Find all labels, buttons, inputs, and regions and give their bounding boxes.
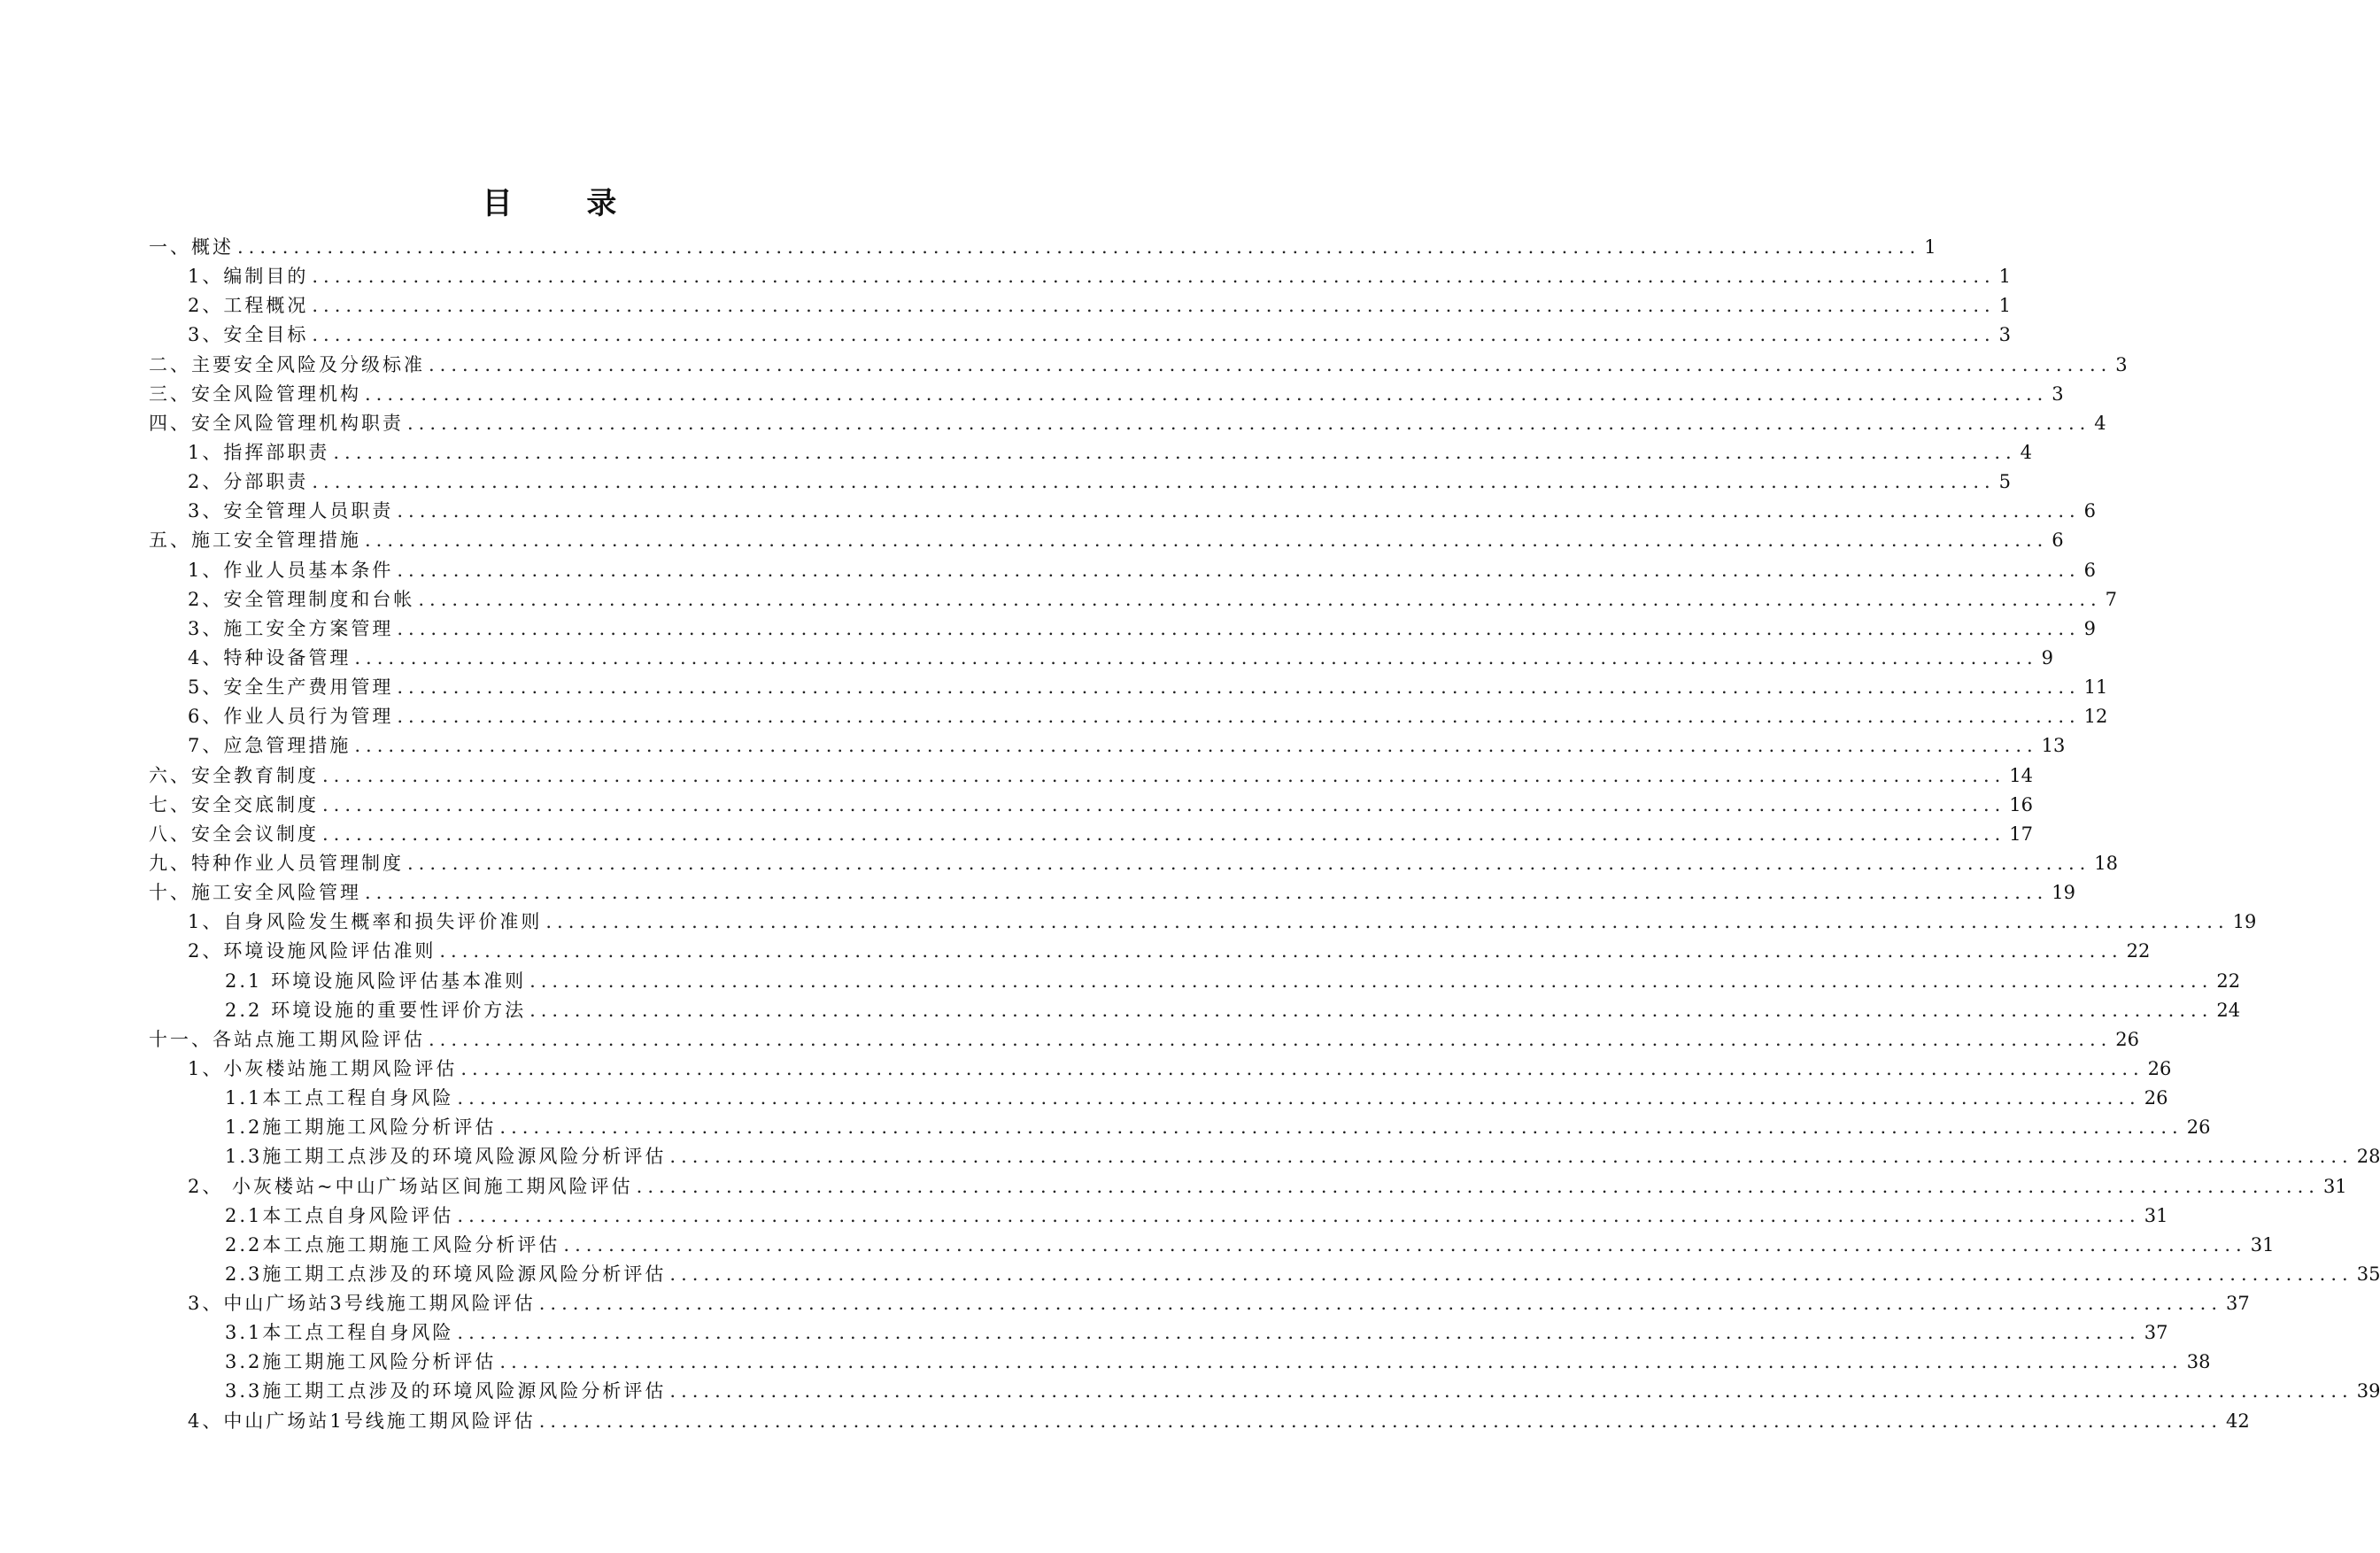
toc-entry-page-number: 6 bbox=[2083, 559, 2097, 581]
toc-entry-title: 2、安全管理制度和台帐 bbox=[188, 588, 415, 610]
toc-entry-page-number: 35 bbox=[2356, 1263, 2380, 1285]
toc-entry-page-number: 26 bbox=[2144, 1087, 2168, 1109]
toc-entry-title: 3.1本工点工程自身风险 bbox=[225, 1322, 454, 1344]
toc-entry-title: 一、概述 bbox=[149, 236, 234, 258]
toc-entry-page-number: 4 bbox=[2020, 441, 2033, 463]
toc-entry-page-number: 26 bbox=[2147, 1057, 2172, 1079]
dot-leader: ...................................................................................................................................................... bbox=[429, 353, 2113, 375]
toc-entry-title: 1.2施工期施工风险分析评估 bbox=[225, 1116, 497, 1139]
toc-entry-title: 4、特种设备管理 bbox=[188, 646, 352, 668]
toc-entry[interactable] bbox=[149, 1260, 2380, 1289]
toc-entry[interactable] bbox=[149, 644, 2054, 673]
toc-entry-page-number: 7 bbox=[2105, 588, 2118, 610]
dot-leader: ...................................................................................................................................................... bbox=[460, 1057, 2144, 1079]
toc-entry-title: 六、安全教育制度 bbox=[149, 764, 319, 786]
toc-entry[interactable] bbox=[149, 1318, 2168, 1348]
toc-entry-page-number: 11 bbox=[2083, 676, 2108, 699]
toc-entry-page-number: 12 bbox=[2083, 706, 2108, 728]
toc-entry[interactable] bbox=[149, 1113, 2211, 1142]
dot-leader: ...................................................................................................................................................... bbox=[669, 1146, 2353, 1168]
toc-entry[interactable] bbox=[149, 351, 2128, 380]
toc-entry-title: 1.1本工点工程自身风险 bbox=[225, 1087, 454, 1109]
toc-entry-page-number: 13 bbox=[2041, 735, 2066, 757]
toc-entry-page-number: 37 bbox=[2144, 1322, 2168, 1344]
toc-entry-title: 2.2本工点施工期施工风险分析评估 bbox=[225, 1233, 560, 1256]
dot-leader: ...................................................................................................................................................... bbox=[237, 236, 1921, 258]
toc-entry-title: 七、安全交底制度 bbox=[149, 793, 319, 815]
toc-entry-title: 3.2施工期施工风险分析评估 bbox=[225, 1351, 497, 1373]
toc-entry-title: 1.3施工期工点涉及的环境风险源风险分析评估 bbox=[225, 1146, 667, 1168]
toc-entry[interactable] bbox=[149, 1289, 2250, 1318]
toc-entry-page-number: 31 bbox=[2144, 1204, 2168, 1226]
dot-leader: ...................................................................................................................................................... bbox=[365, 382, 2049, 405]
dot-leader: ...................................................................................................................................................... bbox=[322, 793, 2006, 815]
toc-entry[interactable] bbox=[149, 878, 2076, 908]
toc-entry[interactable] bbox=[149, 702, 2108, 731]
toc-entry-page-number: 26 bbox=[2115, 1028, 2140, 1050]
toc-entry-title: 2.2 环境设施的重要性评价方法 bbox=[225, 999, 527, 1021]
dot-leader: ...................................................................................................................................................... bbox=[457, 1322, 2141, 1344]
toc-entry[interactable] bbox=[149, 908, 2257, 937]
toc-entry-title: 四、安全风险管理机构职责 bbox=[149, 412, 404, 434]
toc-entry-title: 1、自身风险发生概率和损失评价准则 bbox=[188, 911, 543, 933]
toc-entry-title: 十一、各站点施工期风险评估 bbox=[149, 1028, 425, 1050]
toc-entry-title: 1、指挥部职责 bbox=[188, 441, 330, 463]
toc-entry[interactable] bbox=[149, 761, 2034, 791]
dot-leader: ...................................................................................................................................................... bbox=[669, 1380, 2353, 1402]
dot-leader: ...................................................................................................................................................... bbox=[499, 1116, 2183, 1139]
toc-entry-page-number: 18 bbox=[2094, 852, 2119, 874]
toc-entry-page-number: 24 bbox=[2216, 999, 2241, 1021]
toc-entry[interactable] bbox=[149, 585, 2118, 614]
toc-entry-title: 二、主要安全风险及分级标准 bbox=[149, 353, 425, 375]
toc-entry-page-number: 3 bbox=[1998, 324, 2012, 346]
dot-leader: ...................................................................................................................................................... bbox=[538, 1293, 2223, 1315]
dot-leader: ...................................................................................................................................................... bbox=[529, 999, 2214, 1021]
dot-leader: ...................................................................................................................................................... bbox=[669, 1263, 2353, 1285]
toc-entry[interactable] bbox=[149, 1084, 2168, 1113]
dot-leader: ...................................................................................................................................................... bbox=[397, 676, 2081, 699]
toc-entry-title: 2、 小灰楼站~中山广场站区间施工期风险评估 bbox=[188, 1175, 633, 1197]
toc-entry-page-number: 37 bbox=[2226, 1293, 2250, 1315]
dot-leader: ...................................................................................................................................................... bbox=[529, 970, 2214, 992]
toc-entry[interactable] bbox=[149, 467, 2012, 497]
dot-leader: ...................................................................................................................................................... bbox=[397, 500, 2081, 522]
toc-entry-page-number: 14 bbox=[2009, 764, 2034, 786]
dot-leader: ...................................................................................................................................................... bbox=[499, 1351, 2183, 1373]
dot-leader: ...................................................................................................................................................... bbox=[457, 1087, 2141, 1109]
toc-entry[interactable] bbox=[149, 556, 2097, 585]
toc-entry[interactable] bbox=[149, 233, 1936, 262]
toc-entry[interactable] bbox=[149, 791, 2034, 820]
dot-leader: ...................................................................................................................................................... bbox=[354, 646, 2038, 668]
toc-entry[interactable] bbox=[149, 526, 2064, 555]
dot-leader: ...................................................................................................................................................... bbox=[312, 266, 1996, 288]
toc-entry[interactable] bbox=[149, 1025, 2140, 1055]
toc-entry-page-number: 42 bbox=[2226, 1410, 2250, 1432]
toc-entry[interactable] bbox=[149, 996, 2241, 1025]
dot-leader: ...................................................................................................................................................... bbox=[312, 471, 1996, 493]
toc-entry[interactable] bbox=[149, 438, 2033, 467]
toc-entry-title: 1、编制目的 bbox=[188, 266, 309, 288]
toc-entry-title: 7、应急管理措施 bbox=[188, 735, 352, 757]
toc-entry-page-number: 22 bbox=[2126, 940, 2151, 962]
toc-entry[interactable] bbox=[149, 1407, 2250, 1436]
dot-leader: ...................................................................................................................................................... bbox=[322, 764, 2006, 786]
toc-entry[interactable] bbox=[149, 262, 2012, 291]
toc-entry-page-number: 26 bbox=[2186, 1116, 2211, 1139]
toc-entry-page-number: 1 bbox=[1998, 266, 2012, 288]
toc-entry-page-number: 19 bbox=[2052, 882, 2076, 904]
toc-entry-page-number: 16 bbox=[2009, 793, 2034, 815]
toc-entry[interactable] bbox=[149, 731, 2066, 761]
dot-leader: ...................................................................................................................................................... bbox=[397, 559, 2081, 581]
toc-entry-title: 三、安全风险管理机构 bbox=[149, 382, 361, 405]
toc-entry-page-number: 17 bbox=[2009, 823, 2034, 845]
table-of-contents bbox=[149, 233, 2380, 1436]
toc-entry[interactable] bbox=[149, 321, 2012, 350]
toc-entry[interactable] bbox=[149, 820, 2034, 849]
toc-entry[interactable] bbox=[149, 291, 2012, 321]
toc-entry[interactable] bbox=[149, 1055, 2172, 1084]
toc-entry-page-number: 4 bbox=[2094, 412, 2106, 434]
dot-leader: ...................................................................................................................................................... bbox=[397, 706, 2081, 728]
toc-entry-page-number: 39 bbox=[2356, 1380, 2380, 1402]
dot-leader: ...................................................................................................................................................... bbox=[418, 588, 2102, 610]
page-title: 目 录 bbox=[482, 186, 649, 221]
toc-entry-title: 3、安全目标 bbox=[188, 324, 309, 346]
toc-entry-page-number: 31 bbox=[2322, 1175, 2347, 1197]
toc-entry-title: 八、安全会议制度 bbox=[149, 823, 319, 845]
dot-leader: ...................................................................................................................................................... bbox=[439, 940, 2123, 962]
dot-leader: ...................................................................................................................................................... bbox=[545, 911, 2229, 933]
toc-entry-page-number: 22 bbox=[2216, 970, 2241, 992]
toc-entry-title: 5、安全生产费用管理 bbox=[188, 676, 394, 699]
toc-entry-title: 十、施工安全风险管理 bbox=[149, 882, 361, 904]
toc-entry-page-number: 31 bbox=[2250, 1233, 2275, 1256]
dot-leader: ...................................................................................................................................................... bbox=[322, 823, 2006, 845]
toc-entry-title: 五、施工安全管理措施 bbox=[149, 529, 361, 552]
toc-entry-page-number: 28 bbox=[2356, 1146, 2380, 1168]
toc-entry-title: 3、安全管理人员职责 bbox=[188, 500, 394, 522]
toc-entry-title: 4、中山广场站1号线施工期风险评估 bbox=[188, 1410, 536, 1432]
dot-leader: ...................................................................................................................................................... bbox=[407, 852, 2091, 874]
toc-entry[interactable] bbox=[149, 409, 2106, 438]
dot-leader: ...................................................................................................................................................... bbox=[429, 1028, 2113, 1050]
toc-entry-page-number: 9 bbox=[2041, 646, 2054, 668]
toc-entry[interactable] bbox=[149, 380, 2064, 409]
toc-entry[interactable] bbox=[149, 937, 2151, 966]
dot-leader: ...................................................................................................................................................... bbox=[312, 295, 1996, 317]
toc-entry[interactable] bbox=[149, 1201, 2168, 1231]
toc-entry-title: 2.3施工期工点涉及的环境风险源风险分析评估 bbox=[225, 1263, 667, 1285]
toc-entry-page-number: 1 bbox=[1998, 295, 2012, 317]
toc-entry-title: 6、作业人员行为管理 bbox=[188, 706, 394, 728]
toc-entry-page-number: 5 bbox=[1998, 471, 2012, 493]
toc-entry-page-number: 19 bbox=[2232, 911, 2257, 933]
dot-leader: ...................................................................................................................................................... bbox=[563, 1233, 2247, 1256]
toc-entry[interactable] bbox=[149, 967, 2241, 996]
toc-entry-page-number: 38 bbox=[2186, 1351, 2211, 1373]
dot-leader: ...................................................................................................................................................... bbox=[538, 1410, 2223, 1432]
toc-entry-title: 2、分部职责 bbox=[188, 471, 309, 493]
toc-entry-title: 2.1 环境设施风险评估基本准则 bbox=[225, 970, 527, 992]
toc-entry-page-number: 1 bbox=[1924, 236, 1936, 258]
dot-leader: ...................................................................................................................................................... bbox=[365, 529, 2049, 552]
toc-entry-title: 1、作业人员基本条件 bbox=[188, 559, 394, 581]
toc-entry[interactable] bbox=[149, 1231, 2275, 1260]
toc-entry[interactable] bbox=[149, 673, 2108, 702]
toc-entry-title: 2.1本工点自身风险评估 bbox=[225, 1204, 454, 1226]
toc-entry-page-number: 9 bbox=[2083, 617, 2097, 639]
dot-leader: ...................................................................................................................................................... bbox=[407, 412, 2091, 434]
toc-entry-title: 3、施工安全方案管理 bbox=[188, 617, 394, 639]
toc-entry[interactable] bbox=[149, 849, 2119, 878]
toc-entry[interactable] bbox=[149, 1377, 2380, 1406]
toc-entry-page-number: 6 bbox=[2083, 500, 2097, 522]
dot-leader: ...................................................................................................................................................... bbox=[636, 1175, 2320, 1197]
dot-leader: ...................................................................................................................................................... bbox=[312, 324, 1996, 346]
toc-entry[interactable] bbox=[149, 1348, 2211, 1377]
toc-entry-page-number: 3 bbox=[2115, 353, 2128, 375]
toc-entry-title: 2、环境设施风险评估准则 bbox=[188, 940, 437, 962]
dot-leader: ...................................................................................................................................................... bbox=[333, 441, 2017, 463]
toc-entry-page-number: 6 bbox=[2052, 529, 2064, 552]
toc-entry-title: 1、小灰楼站施工期风险评估 bbox=[188, 1057, 458, 1079]
dot-leader: ...................................................................................................................................................... bbox=[397, 617, 2081, 639]
dot-leader: ...................................................................................................................................................... bbox=[457, 1204, 2141, 1226]
toc-entry-title: 3、中山广场站3号线施工期风险评估 bbox=[188, 1293, 536, 1315]
toc-entry[interactable] bbox=[149, 497, 2097, 526]
toc-entry-title: 2、工程概况 bbox=[188, 295, 309, 317]
dot-leader: ...................................................................................................................................................... bbox=[354, 735, 2038, 757]
toc-entry-title: 九、特种作业人员管理制度 bbox=[149, 852, 404, 874]
toc-entry-page-number: 3 bbox=[2052, 382, 2064, 405]
toc-entry-title: 3.3施工期工点涉及的环境风险源风险分析评估 bbox=[225, 1380, 667, 1402]
toc-entry[interactable] bbox=[149, 1172, 2347, 1201]
dot-leader: ...................................................................................................................................................... bbox=[365, 882, 2049, 904]
toc-entry[interactable] bbox=[149, 614, 2097, 644]
toc-entry[interactable] bbox=[149, 1142, 2380, 1171]
